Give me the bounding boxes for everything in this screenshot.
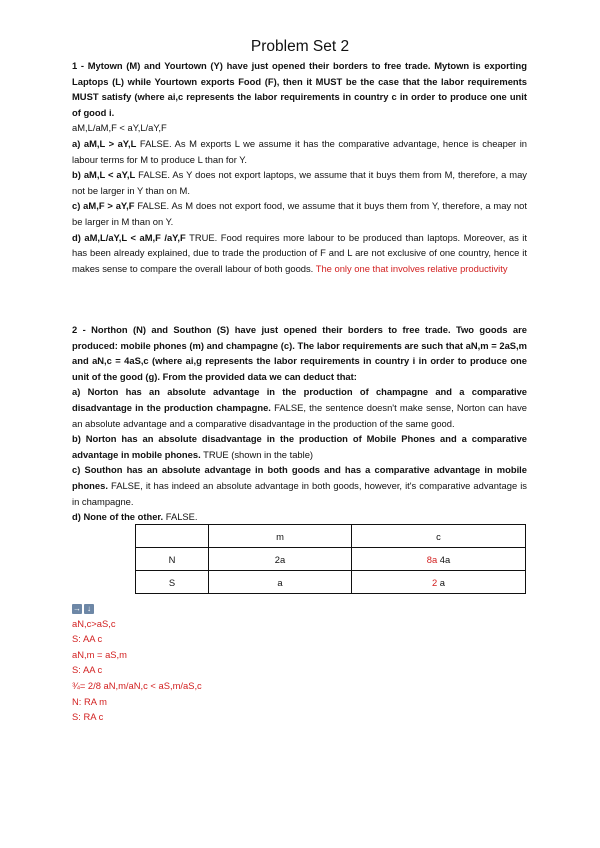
q2-a-text: FALSE, the sentence doesn't make sense, Norton can have an absolute advantage and a comparative disadvantage in the production of the same good. xyxy=(72,401,527,429)
table-cell-m: 2a xyxy=(209,548,352,571)
table-cell-c-black: a xyxy=(437,576,446,588)
note-line: S: RA c xyxy=(72,711,104,723)
table-header-row xyxy=(136,525,526,548)
table-cell-c-black: 4a xyxy=(437,553,451,565)
arrow-down-icon: ↓ xyxy=(84,604,94,614)
note-line: aN,c>aS,c xyxy=(72,617,116,629)
q1-option-d xyxy=(72,230,527,277)
table-header-cell: m xyxy=(209,525,352,548)
q1-d-text: TRUE. Food requires more labour to be produced than laptops. Moreover, as it has been already explained, due to trade the production of F and L are not exclusive of one country, hence it makes sense to compare the overall labour of both goods. xyxy=(72,231,527,274)
question-1 xyxy=(72,58,527,276)
table-cell-country: N xyxy=(136,548,209,571)
q2-option-c xyxy=(72,462,527,509)
q2-c-text: FALSE, it has indeed an absolute advantage in both goods, however, it's comparative advantage is in champagne. xyxy=(72,479,527,507)
note-line: aN,m = aS,m xyxy=(72,648,127,660)
table-cell-c-red: 2 xyxy=(431,576,438,588)
q1-c-label: c) aM,F > aY,F xyxy=(72,200,135,212)
q2-option-b xyxy=(72,431,527,462)
q2-b-text: TRUE (shown in the table) xyxy=(200,448,314,460)
q2-d-text: FALSE. xyxy=(163,511,198,523)
q1-option-b xyxy=(72,167,527,198)
page-title: Problem Set 2 xyxy=(250,38,350,55)
table-cell-c xyxy=(352,548,526,571)
q2-b-label: b) Norton has an absolute disadvantage in the production of Mobile Phones and a comparative advantage in mobile phones. xyxy=(72,433,527,460)
q2-a-label: a) Norton has an absolute advantage in the production of champagne and a comparative disadvantage in the production champagne. xyxy=(72,386,527,413)
q2-prompt: 2 - Northon (N) and Southon (S) have just opened their borders to free trade. Two goods are produced: mobile phones (m) and champagne (c). The labor requirements are such that aN,m = 2aS,m and aN,c = 4aS,c (where ai,g represents the labor requirements in country i in order to produce one unit of the good (g). From the provided data we can deduct that: xyxy=(72,324,527,382)
q1-option-a xyxy=(72,136,527,167)
arrow-icons xyxy=(72,604,94,614)
q1-d-label: d) aM,L/aY,L < aM,F /aY,F xyxy=(72,231,186,243)
q1-prompt: 1 - Mytown (M) and Yourtown (Y) have just opened their borders to free trade. Mytown is exporting Laptops (L) while Yourtown exports Food (F), then it MUST be the case that the labor requirements MUST satisfy (where ai,c represents the labor requirements in country c in order to produce one unit of good i. xyxy=(72,60,527,118)
table-header-cell: c xyxy=(352,525,526,548)
note-line: ¾= 2/8 aN,m/aN,c < aS,m/aS,c xyxy=(72,679,202,691)
table-cell-country: S xyxy=(136,571,209,594)
q1-option-c xyxy=(72,198,527,229)
q1-formula: aM,L/aM,F < aY,L/aY,F xyxy=(72,122,167,134)
labor-table xyxy=(135,524,526,594)
q2-option-d xyxy=(72,509,527,525)
q2-c-label: c) Southon has an absolute advantage in both goods and has a comparative advantage in mobile phones. xyxy=(72,464,527,491)
note-line: S: AA c xyxy=(72,664,103,676)
table-row xyxy=(136,548,526,571)
table-header-cell xyxy=(136,525,209,548)
q1-d-highlight: The only one that involves relative productivity xyxy=(315,262,508,274)
table-cell-c-red: 8a xyxy=(426,553,438,565)
q2-d-label: d) None of the other. xyxy=(72,511,164,523)
q1-a-text: FALSE. As M exports L we assume it has the comparative advantage, hence is cheaper in labour terms for M to produce L than for Y. xyxy=(72,137,527,165)
arrow-right-icon: → xyxy=(73,604,81,613)
note-line: N: RA m xyxy=(72,695,107,707)
q2-option-a xyxy=(72,384,527,431)
table-row xyxy=(136,571,526,594)
notes-block xyxy=(72,600,372,725)
q1-c-text: FALSE. As M does not export food, we assume that it buys them from Y, therefore, a may not be larger in M than on Y. xyxy=(72,200,527,227)
question-2 xyxy=(72,322,527,525)
table-cell-c xyxy=(352,571,526,594)
q1-b-label: b) aM,L < aY,L xyxy=(72,169,136,181)
note-line: S: AA c xyxy=(72,633,103,645)
table-cell-m: a xyxy=(209,571,352,594)
q1-b-text: FALSE. As Y does not export laptops, we assume that it buys them from M, therefore, a may not be larger in Y than on M. xyxy=(72,169,527,196)
q1-a-label: a) aM,L > aY,L xyxy=(72,137,137,149)
